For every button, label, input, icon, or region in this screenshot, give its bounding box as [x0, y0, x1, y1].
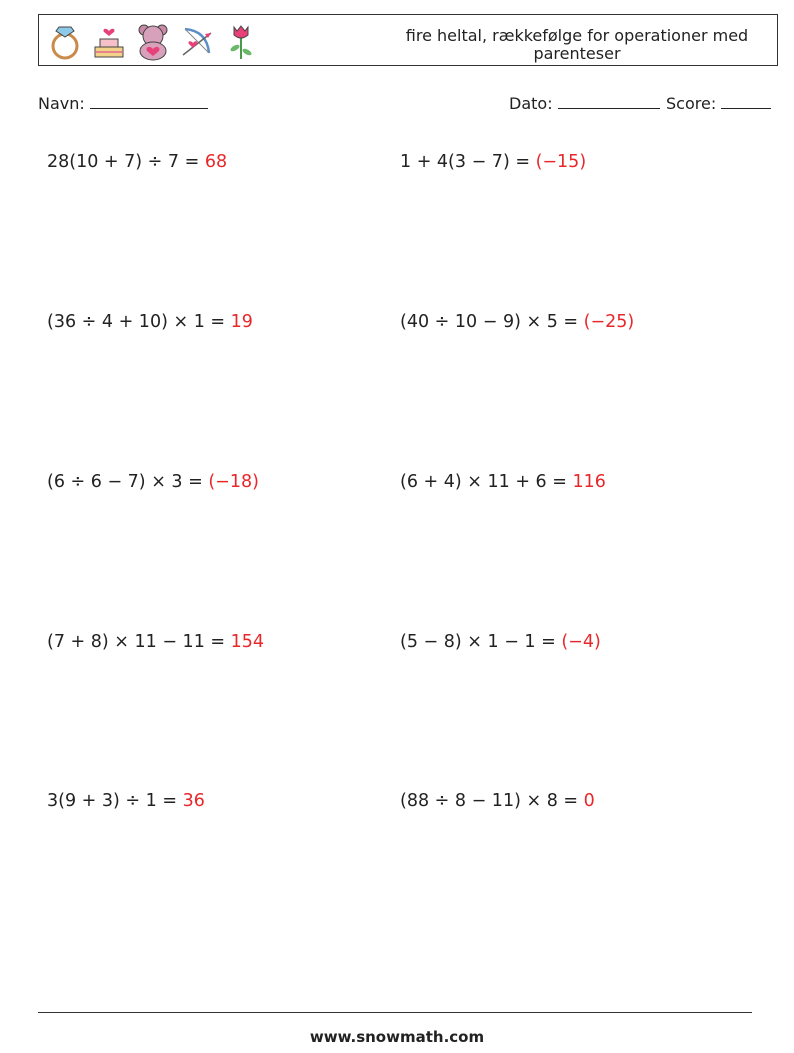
date-label: Dato:	[509, 94, 553, 113]
ring-icon	[45, 21, 85, 61]
footer-divider	[38, 1012, 752, 1013]
problem-expression: (40 ÷ 10 − 9) × 5 =	[400, 312, 584, 332]
problem-answer: 154	[230, 632, 265, 652]
cake-icon	[89, 21, 129, 61]
name-blank[interactable]	[90, 94, 208, 109]
problem-expression: (6 ÷ 6 − 7) × 3 =	[47, 472, 209, 492]
footer-url[interactable]: www.snowmath.com	[309, 1028, 485, 1046]
problem-answer: 36	[182, 791, 205, 811]
problem-1	[47, 152, 227, 172]
problem-3	[47, 312, 253, 332]
teddy-bear-icon	[133, 21, 173, 61]
problem-expression: 1 + 4(3 − 7) =	[400, 152, 536, 172]
problem-answer: 19	[230, 312, 253, 332]
problem-answer: (−4)	[561, 632, 601, 652]
date-blank[interactable]	[558, 94, 660, 109]
problem-expression: (88 ÷ 8 − 11) × 8 =	[400, 791, 584, 811]
problem-5	[47, 472, 259, 492]
problem-8	[400, 632, 601, 652]
problem-expression: (5 − 8) × 1 − 1 =	[400, 632, 562, 652]
problem-expression: 3(9 + 3) ÷ 1 =	[47, 791, 183, 811]
problem-expression: (7 + 8) × 11 − 11 =	[47, 632, 231, 652]
problem-answer: 0	[583, 791, 595, 811]
problem-2	[400, 152, 586, 172]
problem-answer: 68	[204, 152, 228, 172]
problem-7	[47, 632, 264, 652]
date-field	[509, 94, 660, 113]
name-label: Navn:	[38, 94, 85, 113]
worksheet-title: fire heltal, rækkefølge for operationer med parenteser	[405, 26, 749, 63]
problem-expression: (36 ÷ 4 + 10) × 1 =	[47, 312, 231, 332]
score-field	[666, 94, 771, 113]
problem-9	[47, 791, 205, 811]
bow-and-arrow-icon	[177, 21, 217, 61]
problem-answer: (−25)	[583, 312, 635, 332]
name-field	[38, 94, 208, 113]
score-label: Score:	[666, 94, 717, 113]
problem-6	[400, 472, 606, 492]
problem-expression: (6 + 4) × 11 + 6 =	[400, 472, 573, 492]
header-icons	[45, 19, 261, 63]
rose-icon	[221, 21, 261, 61]
problem-10	[400, 791, 595, 811]
problem-answer: (−15)	[535, 152, 587, 172]
problem-answer: (−18)	[208, 472, 259, 492]
score-blank[interactable]	[721, 94, 771, 109]
worksheet-header	[38, 14, 778, 66]
problem-4	[400, 312, 634, 332]
problem-answer: 116	[572, 472, 606, 492]
problem-expression: 28(10 + 7) ÷ 7 =	[47, 152, 205, 172]
